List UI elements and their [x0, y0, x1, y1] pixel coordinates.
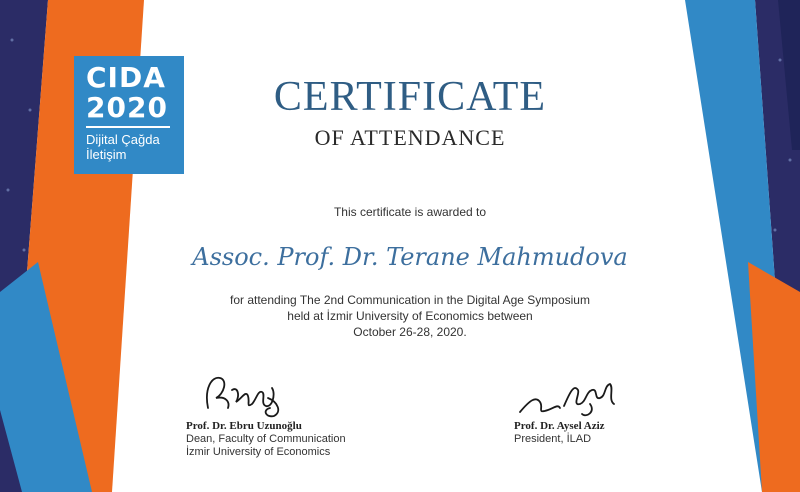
signature-right-image — [514, 370, 624, 420]
signatory-right — [514, 370, 664, 446]
certificate-subtitle: OF ATTENDANCE — [314, 125, 506, 150]
logo-text-cida: CIDA — [86, 61, 166, 94]
cida-logo — [74, 56, 184, 174]
awarded-text: This certificate is awarded to — [333, 205, 487, 219]
signatory-left — [186, 368, 386, 459]
logo-text-line4: İletişim — [86, 147, 127, 162]
signatory-right-role-1: President, İLAD — [514, 433, 592, 445]
signatory-left-role-1: Dean, Faculty of Communication — [186, 433, 346, 445]
body-line-2: held at İzmir University of Economics between — [287, 309, 533, 323]
certificate-body — [190, 292, 630, 340]
body-line-3: October 26-28, 2020. — [353, 325, 467, 339]
signatory-left-name: Prof. Dr. Ebru Uzunoğlu — [186, 420, 302, 432]
signatory-left-role-2: İzmir University of Economics — [186, 446, 331, 458]
certificate-title: CERTIFICATE — [273, 74, 547, 120]
right-orange-band — [748, 262, 800, 492]
signatory-right-name: Prof. Dr. Aysel Aziz — [514, 420, 605, 432]
logo-text-year: 2020 — [86, 91, 168, 124]
signature-left-image — [186, 368, 296, 420]
logo-text-line3: Dijital Çağda — [86, 132, 160, 147]
recipient-name: Assoc. Prof. Dr. Terane Mahmudova — [192, 243, 628, 271]
logo-divider — [86, 126, 170, 128]
body-line-1: for attending The 2nd Communication in the Digital Age Symposium — [230, 293, 590, 307]
